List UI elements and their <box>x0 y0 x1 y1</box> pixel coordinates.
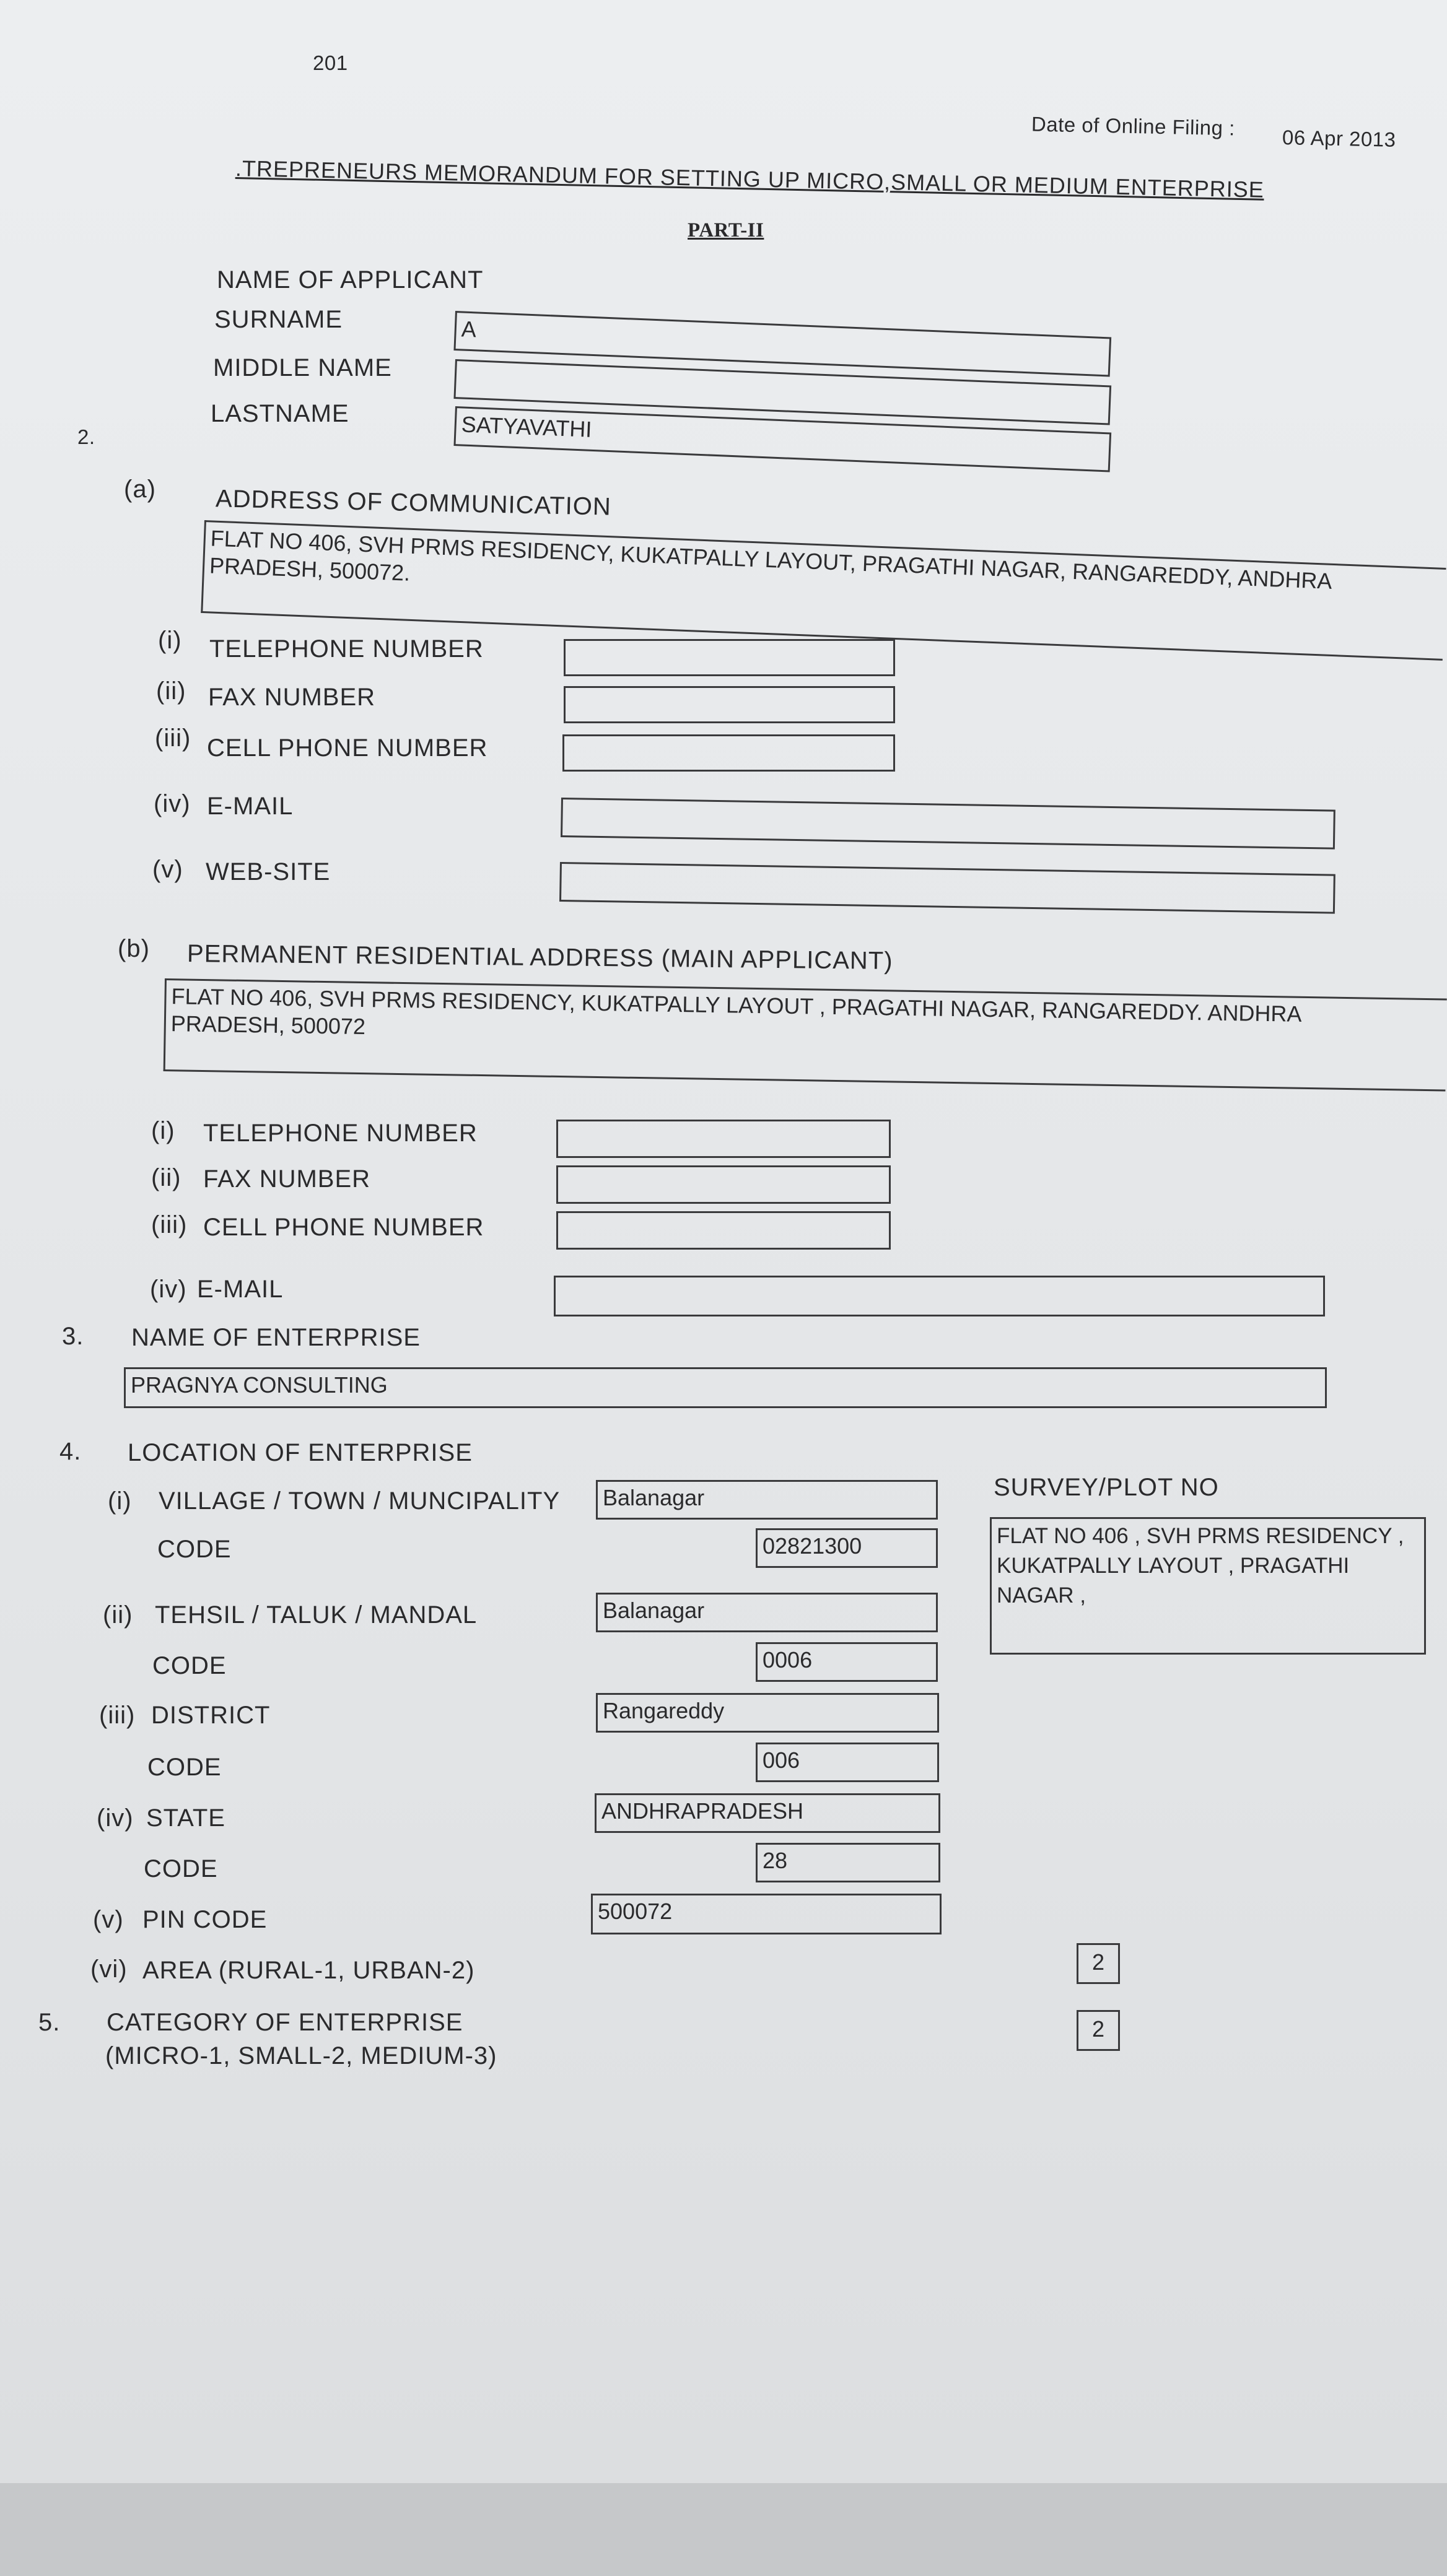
village-label: VILLAGE / TOWN / MUNCIPALITY <box>159 1487 561 1515</box>
perm-tel-field[interactable] <box>556 1120 891 1158</box>
perm-fax-label: FAX NUMBER <box>203 1165 371 1193</box>
perm-email-num: (iv) <box>150 1276 187 1303</box>
state-field[interactable]: ANDHRAPRADESH <box>595 1793 940 1833</box>
surname-label: SURNAME <box>214 306 343 333</box>
tehsil-label: TEHSIL / TALUK / MANDAL <box>155 1601 478 1629</box>
village-num: (i) <box>108 1487 132 1515</box>
tehsil-field[interactable]: Balanagar <box>596 1593 938 1632</box>
middle-name-label: MIDDLE NAME <box>213 354 392 381</box>
perm-tel-label: TELEPHONE NUMBER <box>203 1120 478 1147</box>
form-title: .TREPRENEURS MEMORANDUM FOR SETTING UP MICRO,SMALL OR MEDIUM ENTERPRISE <box>235 155 1265 202</box>
comm-web-num: (v) <box>152 856 183 883</box>
category-options: (MICRO-1, SMALL-2, MEDIUM-3) <box>105 2042 497 2069</box>
category-field[interactable]: 2 <box>1077 2010 1120 2051</box>
survey-plot-field[interactable]: FLAT NO 406 , SVH PRMS RESIDENCY , KUKATPALLY LAYOUT , PRAGATHI NAGAR , <box>990 1517 1426 1655</box>
perm-cell-label: CELL PHONE NUMBER <box>203 1214 484 1241</box>
perm-cell-num: (iii) <box>151 1211 188 1238</box>
area-field[interactable]: 2 <box>1077 1943 1120 1984</box>
comm-cell-num: (iii) <box>155 724 191 752</box>
state-label: STATE <box>146 1804 225 1832</box>
surname-field[interactable]: A <box>453 311 1111 376</box>
enterprise-name-label: NAME OF ENTERPRISE <box>131 1324 421 1351</box>
state-code-label: CODE <box>144 1855 218 1882</box>
section-5-number: 5. <box>38 2009 61 2036</box>
comm-fax-field[interactable] <box>564 686 895 723</box>
perm-email-field[interactable] <box>554 1276 1325 1316</box>
village-code-label: CODE <box>157 1536 232 1563</box>
part-label: PART-II <box>688 219 764 242</box>
location-heading: LOCATION OF ENTERPRISE <box>128 1439 473 1466</box>
filing-date: 06 Apr 2013 <box>1282 126 1396 151</box>
perm-cell-field[interactable] <box>556 1211 891 1250</box>
comm-email-field[interactable] <box>561 798 1336 850</box>
applicant-heading: NAME OF APPLICANT <box>217 266 484 294</box>
comm-address-field[interactable]: FLAT NO 406, SVH PRMS RESIDENCY, KUKATPALLY LAYOUT, PRAGATHI NAGAR, RANGAREDDY, ANDHRA PRADESH, 500072. <box>201 520 1446 661</box>
section-2-number: 2. <box>77 425 95 448</box>
comm-web-label: WEB-SITE <box>206 858 331 886</box>
enterprise-name-field[interactable]: PRAGNYA CONSULTING <box>124 1367 1327 1408</box>
background-surface <box>0 2483 1447 2576</box>
comm-tel-num: (i) <box>158 627 182 654</box>
pin-field[interactable]: 500072 <box>591 1894 942 1934</box>
pin-label: PIN CODE <box>142 1906 268 1933</box>
perm-email-label: E-MAIL <box>197 1276 284 1303</box>
village-field[interactable]: Balanagar <box>596 1480 938 1520</box>
comm-email-num: (iv) <box>154 790 191 817</box>
comm-cell-label: CELL PHONE NUMBER <box>207 734 488 762</box>
category-label: CATEGORY OF ENTERPRISE <box>107 2009 463 2036</box>
comm-tel-label: TELEPHONE NUMBER <box>209 635 484 663</box>
state-num: (iv) <box>97 1804 134 1832</box>
comm-cell-field[interactable] <box>562 734 895 772</box>
district-code-field[interactable]: 006 <box>756 1743 939 1782</box>
filing-date-label: Date of Online Filing : <box>1031 112 1236 140</box>
perm-fax-field[interactable] <box>556 1165 891 1204</box>
comm-email-label: E-MAIL <box>207 793 294 820</box>
district-label: DISTRICT <box>151 1702 271 1729</box>
area-label: AREA (RURAL-1, URBAN-2) <box>142 1957 475 1984</box>
comm-tel-field[interactable] <box>564 639 895 676</box>
comm-web-field[interactable] <box>559 862 1336 914</box>
lastname-field[interactable]: SATYAVATHI <box>453 406 1111 472</box>
perm-fax-num: (ii) <box>151 1164 181 1191</box>
perm-address-heading: PERMANENT RESIDENTIAL ADDRESS (MAIN APPLICANT) <box>186 940 893 975</box>
district-num: (iii) <box>99 1702 136 1729</box>
comm-address-heading: ADDRESS OF COMMUNICATION <box>215 485 612 521</box>
page-ref: 201 <box>313 51 348 74</box>
tehsil-code-field[interactable]: 0006 <box>756 1642 938 1682</box>
perm-address-field[interactable]: FLAT NO 406, SVH PRMS RESIDENCY, KUKATPALLY LAYOUT , PRAGATHI NAGAR, RANGAREDDY. ANDHRA PRADESH, 500072 <box>164 978 1447 1091</box>
district-field[interactable]: Rangareddy <box>596 1693 939 1733</box>
lastname-label: LASTNAME <box>211 400 349 427</box>
tehsil-num: (ii) <box>103 1601 133 1629</box>
section-4-number: 4. <box>59 1438 82 1465</box>
district-code-label: CODE <box>147 1754 222 1781</box>
perm-marker: (b) <box>118 935 150 962</box>
area-num: (vi) <box>90 1956 128 1983</box>
comm-marker: (a) <box>124 476 156 503</box>
state-code-field[interactable]: 28 <box>756 1843 940 1882</box>
village-code-field[interactable]: 02821300 <box>756 1528 938 1568</box>
section-3-number: 3. <box>62 1323 84 1350</box>
pin-num: (v) <box>93 1906 124 1933</box>
comm-fax-num: (ii) <box>156 677 186 705</box>
perm-tel-num: (i) <box>151 1117 175 1144</box>
tehsil-code-label: CODE <box>152 1652 227 1679</box>
comm-fax-label: FAX NUMBER <box>208 684 376 711</box>
survey-plot-label: SURVEY/PLOT NO <box>994 1474 1219 1501</box>
